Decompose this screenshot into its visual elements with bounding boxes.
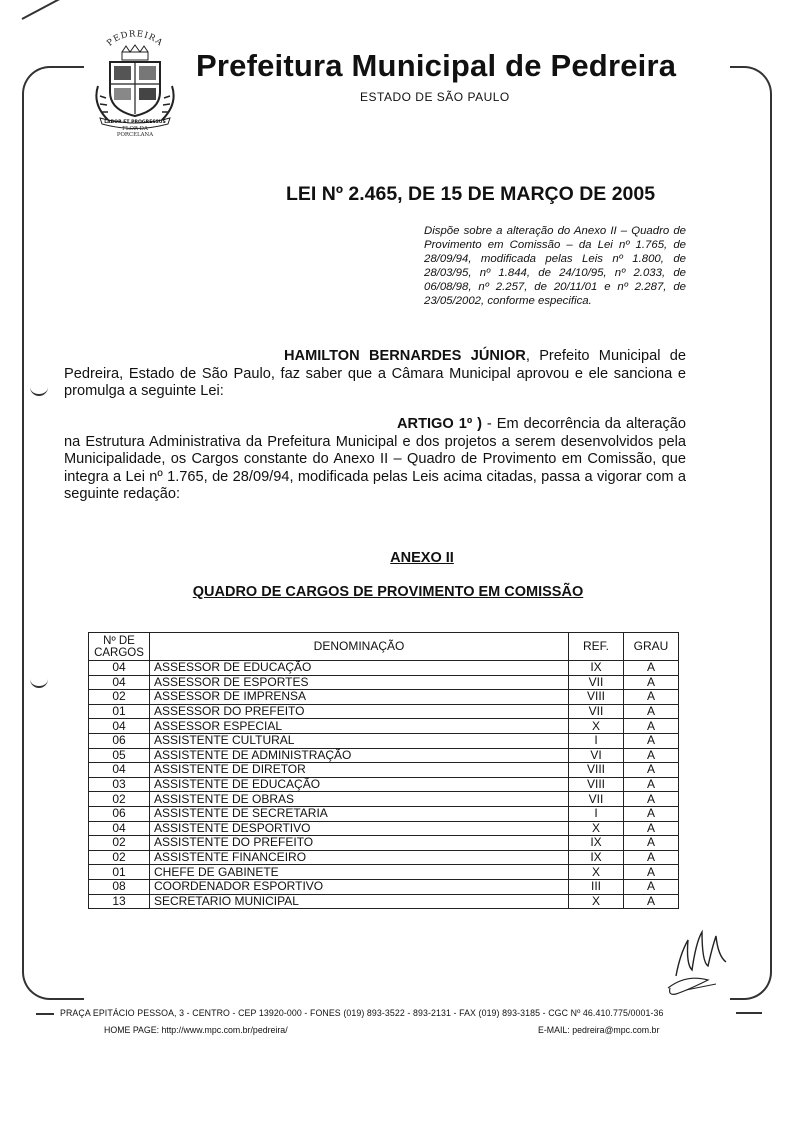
scan-mark: [22, 0, 65, 20]
cell-denomination: CHEFE DE GABINETE: [150, 865, 569, 880]
table-row: [89, 661, 679, 676]
article-1-paragraph: [64, 416, 686, 504]
cell-reference: I: [569, 733, 624, 748]
cell-denomination: ASSISTENTE CULTURAL: [150, 733, 569, 748]
cell-number: 01: [89, 704, 150, 719]
cell-denomination: ASSESSOR ESPECIAL: [150, 719, 569, 734]
svg-text:FLOR DA: FLOR DA: [122, 126, 148, 132]
cell-reference: X: [569, 894, 624, 909]
cell-reference: X: [569, 719, 624, 734]
cell-reference: IX: [569, 661, 624, 676]
table-row: [89, 850, 679, 865]
page-frame-right: [730, 66, 772, 1000]
footer-rule: [736, 1012, 762, 1014]
cell-number: 04: [89, 821, 150, 836]
cell-denomination: SECRETARIO MUNICIPAL: [150, 894, 569, 909]
table-row: [89, 894, 679, 909]
cell-reference: IX: [569, 850, 624, 865]
cell-number: 02: [89, 792, 150, 807]
cell-denomination: ASSESSOR DO PREFEITO: [150, 704, 569, 719]
cell-number: 04: [89, 675, 150, 690]
cell-denomination: ASSISTENTE DE ADMINISTRAÇÃO: [150, 748, 569, 763]
table-row: [89, 690, 679, 705]
cell-reference: III: [569, 879, 624, 894]
table-row: [89, 792, 679, 807]
cell-number: 13: [89, 894, 150, 909]
cell-number: 06: [89, 733, 150, 748]
promulgation-paragraph: [64, 348, 686, 401]
cell-grade: A: [624, 748, 679, 763]
cell-grade: A: [624, 806, 679, 821]
cell-denomination: ASSISTENTE FINANCEIRO: [150, 850, 569, 865]
cell-denomination: ASSISTENTE DE EDUCAÇÃO: [150, 777, 569, 792]
svg-text:PORCELANA: PORCELANA: [116, 132, 154, 138]
annex-subtitle: QUADRO DE CARGOS DE PROVIMENTO EM COMISSÃO: [192, 584, 584, 600]
table-row: [89, 879, 679, 894]
cell-denomination: ASSESSOR DE EDUCAÇÃO: [150, 661, 569, 676]
cell-grade: A: [624, 865, 679, 880]
cell-denomination: ASSESSOR DE IMPRENSA: [150, 690, 569, 705]
cell-number: 08: [89, 879, 150, 894]
header-number-of-positions: Nº DE CARGOS: [89, 633, 150, 661]
table-row: [89, 865, 679, 880]
annex-title: ANEXO II: [390, 550, 454, 566]
table-row: [89, 704, 679, 719]
cell-number: 02: [89, 836, 150, 851]
cell-reference: VIII: [569, 777, 624, 792]
cell-denomination: ASSISTENTE DESPORTIVO: [150, 821, 569, 836]
municipality-title: Prefeitura Municipal de Pedreira: [196, 48, 677, 83]
header-grade: GRAU: [624, 633, 679, 661]
cell-grade: A: [624, 777, 679, 792]
cell-grade: A: [624, 690, 679, 705]
table-row: [89, 675, 679, 690]
svg-text:PEDREIRA: PEDREIRA: [105, 29, 165, 49]
cell-reference: VIII: [569, 690, 624, 705]
cell-grade: A: [624, 836, 679, 851]
cell-grade: A: [624, 719, 679, 734]
header-reference: REF.: [569, 633, 624, 661]
cell-grade: A: [624, 675, 679, 690]
cell-grade: A: [624, 879, 679, 894]
table-row: [89, 763, 679, 778]
table-header-row: [89, 633, 679, 661]
cell-number: 02: [89, 850, 150, 865]
cell-grade: A: [624, 821, 679, 836]
cell-denomination: ASSISTENTE DE OBRAS: [150, 792, 569, 807]
table-row: [89, 836, 679, 851]
cell-number: 03: [89, 777, 150, 792]
cell-grade: A: [624, 792, 679, 807]
law-summary: Dispõe sobre a alteração do Anexo II – Quadro de Provimento em Comissão – da Lei nº 1.765, de 28/09/94, modificada pelas Leis nº 1.800, de 28/03/95, nº 1.844, de 24/10/95, nº 2.033, de 06/08/98, nº 2.257, de 20/11/01 e nº 2.287, de 23/05/2002, conforme especifica.: [424, 225, 686, 307]
footer-email: E-MAIL: pedreira@mpc.com.br: [538, 1025, 660, 1035]
cell-number: 01: [89, 865, 150, 880]
table-row: [89, 719, 679, 734]
table-row: [89, 806, 679, 821]
cell-reference: VII: [569, 792, 624, 807]
footer-rule: [36, 1013, 54, 1015]
cell-reference: VI: [569, 748, 624, 763]
cell-grade: A: [624, 704, 679, 719]
cell-number: 05: [89, 748, 150, 763]
cell-number: 04: [89, 719, 150, 734]
cell-denomination: ASSISTENTE DE SECRETARIA: [150, 806, 569, 821]
cell-number: 06: [89, 806, 150, 821]
footer-address: PRAÇA EPITÁCIO PESSOA, 3 - CENTRO - CEP 13920-000 - FONES (019) 893-3522 - 893-2131 - FAX (019) 893-3185 - CGC Nº 46.410.775/0001-36: [60, 1008, 664, 1018]
table-row: [89, 748, 679, 763]
cell-reference: X: [569, 865, 624, 880]
footer-homepage: HOME PAGE: http://www.mpc.com.br/pedreira/: [104, 1025, 288, 1035]
municipal-crest-icon: [92, 26, 178, 138]
promulgation-text: , Prefeito Municipal de Pedreira, Estado de São Paulo, faz saber que a Câmara Municipal aprovou e ele sanciona e promulga a seguinte Lei:: [64, 348, 686, 399]
cell-reference: X: [569, 821, 624, 836]
table-row: [89, 821, 679, 836]
state-subtitle: ESTADO DE SÃO PAULO: [360, 90, 510, 104]
signature-icon: [656, 928, 736, 1002]
cell-denomination: ASSESSOR DE ESPORTES: [150, 675, 569, 690]
cell-grade: A: [624, 850, 679, 865]
svg-text:LABOR ET PROGRESSUS: LABOR ET PROGRESSUS: [104, 120, 166, 125]
cell-denomination: ASSISTENTE DE DIRETOR: [150, 763, 569, 778]
cell-number: 04: [89, 661, 150, 676]
cell-number: 02: [89, 690, 150, 705]
cell-reference: VII: [569, 704, 624, 719]
mayor-name: HAMILTON BERNARDES JÚNIOR: [284, 348, 526, 364]
cell-reference: IX: [569, 836, 624, 851]
cell-reference: VIII: [569, 763, 624, 778]
table-body: [89, 661, 679, 909]
cell-grade: A: [624, 733, 679, 748]
header-denomination: DENOMINAÇÃO: [150, 633, 569, 661]
cell-denomination: COORDENADOR ESPORTIVO: [150, 879, 569, 894]
table-row: [89, 777, 679, 792]
article-1-heading: ARTIGO 1º ): [397, 416, 482, 432]
page-frame-left: [22, 66, 84, 1000]
cell-reference: I: [569, 806, 624, 821]
positions-table: [88, 632, 679, 909]
cell-grade: A: [624, 661, 679, 676]
cell-grade: A: [624, 894, 679, 909]
table-row: [89, 733, 679, 748]
cell-number: 04: [89, 763, 150, 778]
article-1-text: - Em decorrência da alteração na Estrutura Administrativa da Prefeitura Municipal e dos projetos a serem desenvolvidos pela Municipalidade, os Cargos constante do Anexo II – Quadro de Provimento em Comissão, que integra a Lei nº 1.765, de 28/09/94, modificada pelas Leis acima citadas, passa a vigorar com a seguinte redação:: [64, 416, 687, 502]
cell-grade: A: [624, 763, 679, 778]
cell-reference: VII: [569, 675, 624, 690]
law-title: LEI Nº 2.465, DE 15 DE MARÇO DE 2005: [286, 183, 656, 205]
cell-denomination: ASSISTENTE DO PREFEITO: [150, 836, 569, 851]
